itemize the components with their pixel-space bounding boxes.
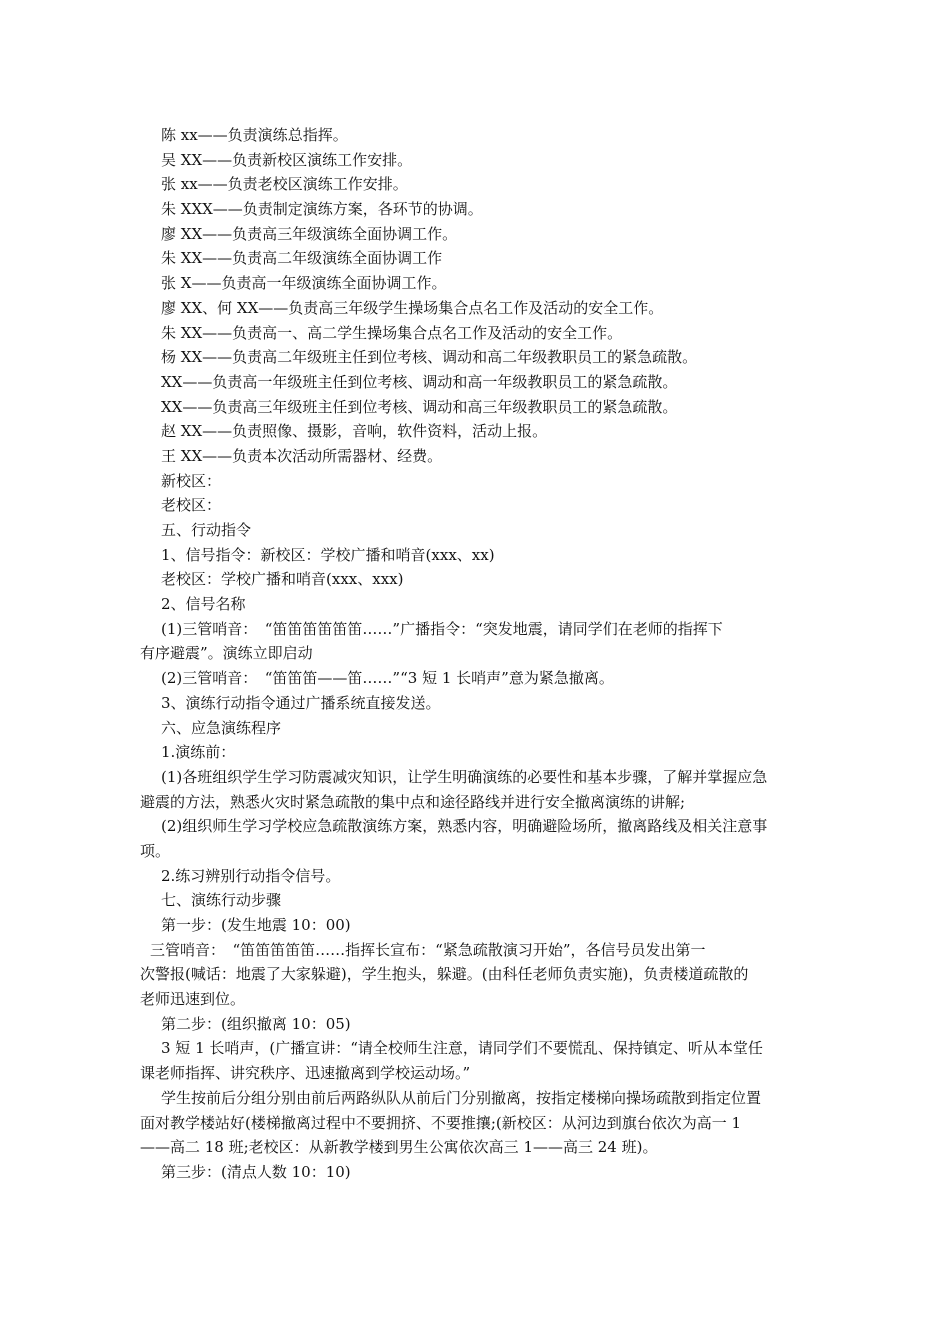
text-line: 老校区：	[161, 496, 222, 515]
text-line: 次警报(喊话：地震了大家躲避)，学生抱头，躲避。(由科任老师负责实施)，负责楼道疏散的	[140, 965, 749, 984]
text-line: 三管哨音： “笛笛笛笛笛……指挥长宣布：“紧急疏散演习开始”，各信号员发出第一	[150, 940, 706, 959]
text-line: 第一步：(发生地震 10：00)	[161, 916, 351, 934]
section-heading: 五、行动指令	[161, 521, 252, 539]
text-line: (2)三管哨音： “笛笛笛——笛……”“3 短 1 长哨声”意为紧急撤离。	[161, 669, 614, 688]
text-line: (1)三管哨音： “笛笛笛笛笛笛……”广播指令：“突发地震，请同学们在老师的指挥下	[161, 619, 723, 638]
text-line: 避震的方法，熟悉火灾时紧急疏散的集中点和途径路线并进行安全撤离演练的讲解;	[140, 792, 686, 811]
text-line: 陈 xx——负责演练总指挥。	[161, 126, 348, 144]
text-line: ——高二 18 班;老校区：从新教学楼到男生公寓依次高三 1——高三 24 班)。	[140, 1138, 658, 1157]
text-line: XX——负责高一年级班主任到位考核、调动和高一年级教职员工的紧急疏散。	[161, 372, 678, 391]
text-line: 王 XX——负责本次活动所需器材、经费。	[161, 446, 443, 465]
document-body	[0, 123, 950, 1185]
text-line: 张 xx——负责老校区演练工作安排。	[161, 175, 408, 194]
text-line: 廖 XX——负责高三年级演练全面协调工作。	[161, 224, 458, 243]
text-line: 老师迅速到位。	[140, 990, 246, 1009]
text-line: 吴 XX——负责新校区演练工作安排。	[161, 150, 413, 169]
text-line: 新校区：	[161, 471, 222, 490]
section-heading: 七、演练行动步骤	[161, 891, 282, 910]
text-line: 第二步：(组织撤离 10：05)	[161, 1014, 351, 1033]
text-line: 项。	[140, 841, 171, 860]
text-line: 老校区：学校广播和哨音(xxx、xxx)	[161, 570, 404, 589]
text-line: 张 X——负责高一年级演练全面协调工作。	[161, 274, 447, 293]
text-line: 1、信号指令：新校区：学校广播和哨音(xxx、xx)	[161, 545, 495, 564]
section-heading: 六、应急演练程序	[161, 718, 282, 737]
text-line: (2)组织师生学习学校应急疏散演练方案，熟悉内容，明确避险场所，撤离路线及相关注意事	[161, 817, 768, 836]
text-line: 第三步：(清点人数 10：10)	[161, 1162, 351, 1181]
text-line: 杨 XX——负责高二年级班主任到位考核、调动和高二年级教职员工的紧急疏散。	[161, 348, 698, 367]
text-line: 1.演练前：	[161, 743, 236, 762]
text-line: 课老师指挥、讲究秩序、迅速撤离到学校运动场。”	[140, 1064, 471, 1083]
text-line: 2.练习辨别行动指令信号。	[161, 866, 341, 885]
text-line: 3 短 1 长哨声，(广播宣讲：“请全校师生注意，请同学们不要慌乱、保持镇定、听从本堂任	[161, 1039, 763, 1058]
text-line: (1)各班组织学生学习防震减灾知识，让学生明确演练的必要性和基本步骤，了解并掌握应急	[161, 767, 768, 786]
text-line: 朱 XX——负责高一、高二学生操场集合点名工作及活动的安全工作。	[161, 323, 623, 342]
text-line: 学生按前后分组分别由前后两路纵队从前后门分别撤离，按指定楼梯向操场疏散到指定位置	[161, 1088, 762, 1107]
text-line: 朱 XX——负责高二年级演练全面协调工作	[161, 249, 443, 268]
text-line: 赵 XX——负责照像、摄影，音响，软件资料，活动上报。	[161, 422, 548, 441]
text-line: 有序避震”。演练立即启动	[140, 644, 313, 663]
text-line: 朱 XXX——负责制定演练方案，各环节的协调。	[161, 200, 483, 219]
text-line: XX——负责高三年级班主任到位考核、调动和高三年级教职员工的紧急疏散。	[161, 397, 678, 416]
text-line: 廖 XX、何 XX——负责高三年级学生操场集合点名工作及活动的安全工作。	[161, 298, 664, 317]
text-line: 2、信号名称	[161, 595, 246, 614]
text-line: 3、演练行动指令通过广播系统直接发送。	[161, 693, 441, 712]
text-line: 面对教学楼站好(楼梯撤离过程中不要拥挤、不要推攘;(新校区：从河边到旗台依次为高一 1	[140, 1113, 742, 1132]
